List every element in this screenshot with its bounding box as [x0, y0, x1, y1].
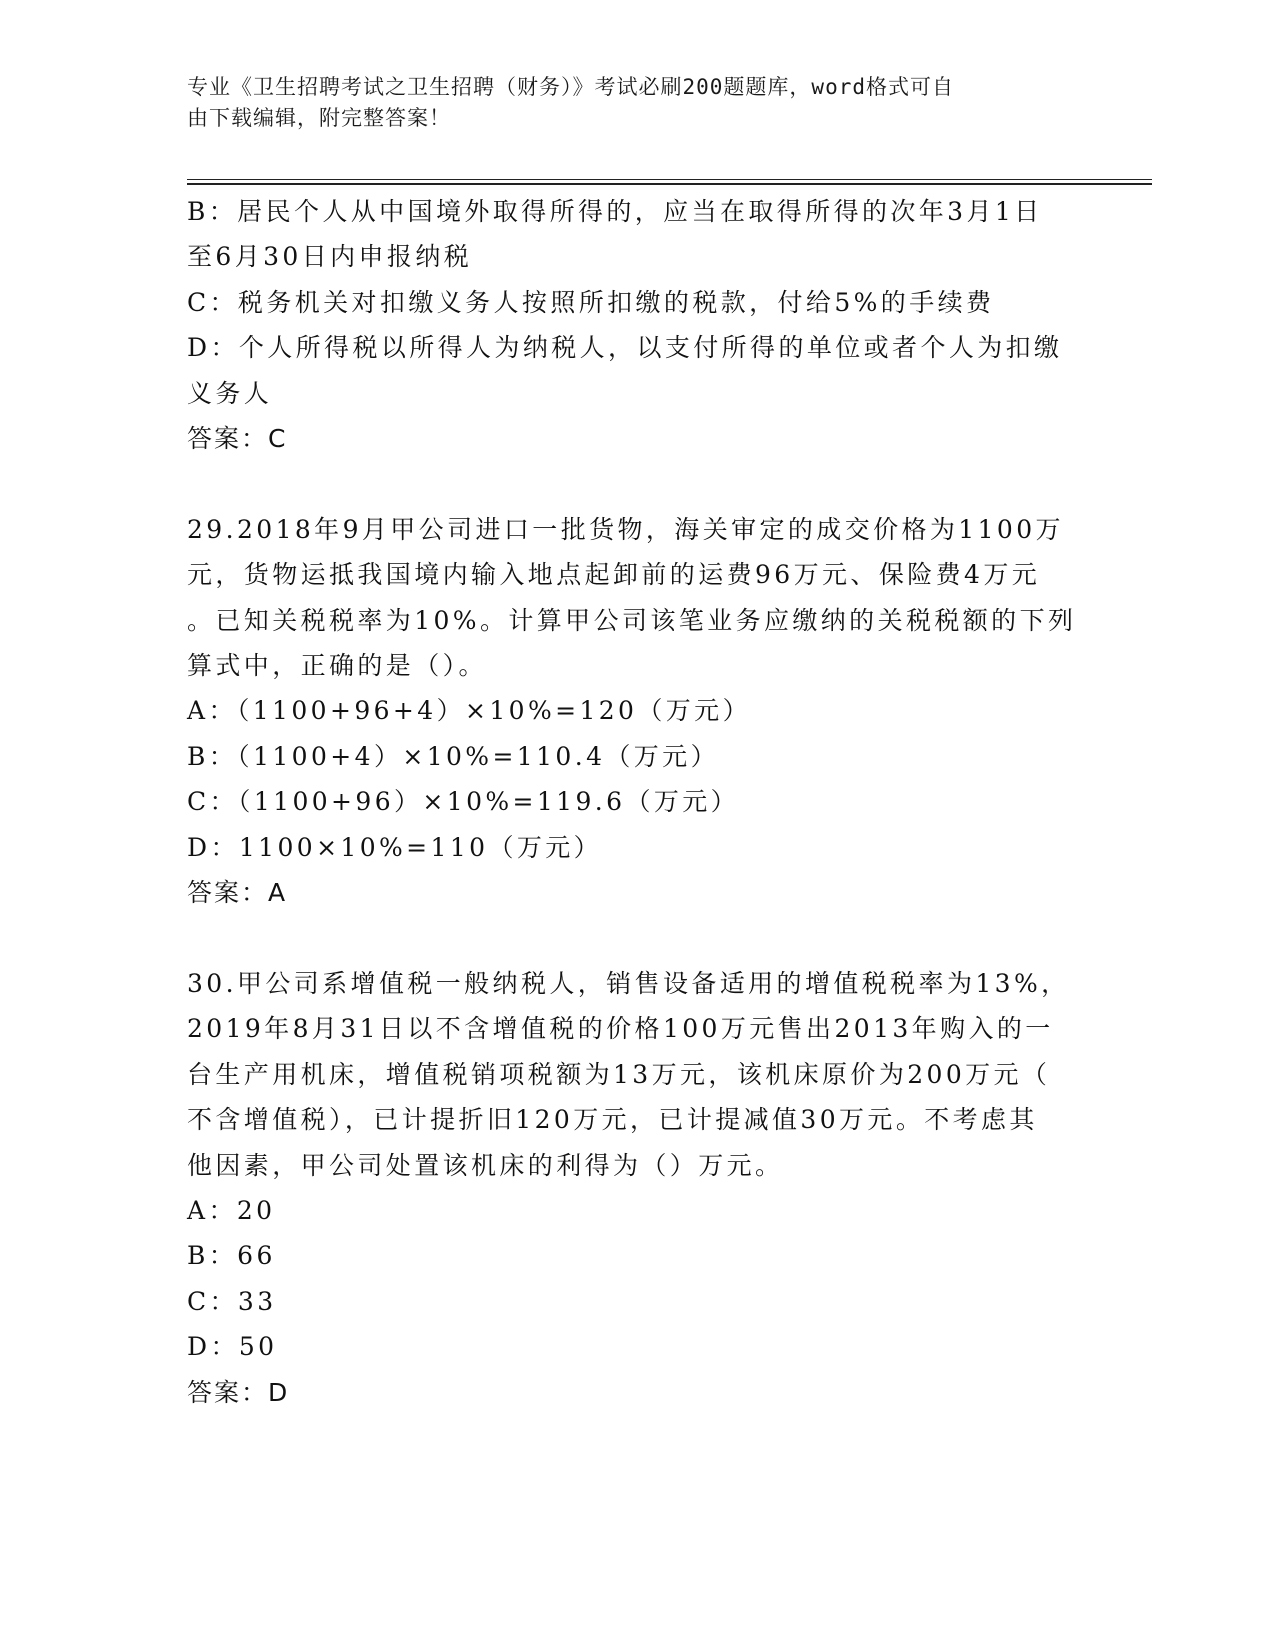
question-stem-line-5: 他因素，甲公司处置该机床的利得为（）万元。	[187, 1150, 784, 1180]
option-b-line-2: 至6月30日内申报纳税	[187, 242, 473, 272]
previous-question-continuation	[187, 189, 1077, 461]
option-c: C：（1100+96）×10%=119.6（万元）	[187, 787, 740, 817]
answer-line: 答案：D	[187, 1377, 290, 1407]
option-d-line-1: D：个人所得税以所得人为纳税人，以支付所得的单位或者个人为扣缴	[187, 333, 1063, 363]
question-stem-line-2: 元，货物运抵我国境内输入地点起卸前的运费96万元、保险费4万元	[187, 560, 1041, 590]
question-stem-line-3: 。已知关税税率为10%。计算甲公司该笔业务应缴纳的关税税额的下列	[187, 605, 1077, 635]
header-divider-thick	[187, 183, 1152, 185]
option-b-line-1: B：居民个人从中国境外取得所得的，应当在取得所得的次年3月1日	[187, 197, 1043, 226]
header-line-1: 专业《卫生招聘考试之卫生招聘（财务）》考试必刷200题题库，word格式可自	[187, 75, 954, 99]
option-a: A：（1100+96+4）×10%=120（万元）	[187, 696, 751, 726]
option-c: C：税务机关对扣缴义务人按照所扣缴的税款，付给5%的手续费	[187, 287, 995, 317]
option-b: B：（1100+4）×10%=110.4（万元）	[187, 741, 719, 771]
option-c: C：33	[187, 1286, 277, 1316]
spacer	[187, 461, 1077, 506]
header-divider-thin	[187, 179, 1152, 180]
question-stem-line-3: 台生产用机床，增值税销项税额为13万元，该机床原价为200万元（	[187, 1059, 1051, 1089]
option-d: D：1100×10%=110（万元）	[187, 832, 603, 862]
option-b: B：66	[187, 1241, 276, 1271]
question-29	[187, 507, 1077, 916]
question-stem-line-2: 2019年8月31日以不含增值税的价格100万元售出2013年购入的一	[187, 1014, 1054, 1044]
question-stem-line-4: 不含增值税），已计提折旧120万元，已计提减值30万元。不考虑其	[187, 1105, 1038, 1135]
option-a: A：20	[187, 1195, 276, 1225]
answer-line: 答案：A	[187, 878, 288, 908]
option-d-line-2: 义务人	[187, 378, 273, 408]
spacer	[187, 915, 1077, 960]
question-stem-line-1: 30.甲公司系增值税一般纳税人，销售设备适用的增值税税率为13%，	[187, 968, 1070, 998]
answer-line: 答案：C	[187, 424, 288, 454]
question-stem-line-4: 算式中，正确的是（）。	[187, 651, 487, 681]
document-body	[187, 189, 1077, 1415]
question-30	[187, 961, 1077, 1415]
document-header	[187, 72, 1057, 134]
option-d: D：50	[187, 1332, 278, 1362]
header-line-2: 由下载编辑，附完整答案！	[187, 106, 451, 130]
question-stem-line-1: 29.2018年9月甲公司进口一批货物，海关审定的成交价格为1100万	[187, 514, 1064, 544]
